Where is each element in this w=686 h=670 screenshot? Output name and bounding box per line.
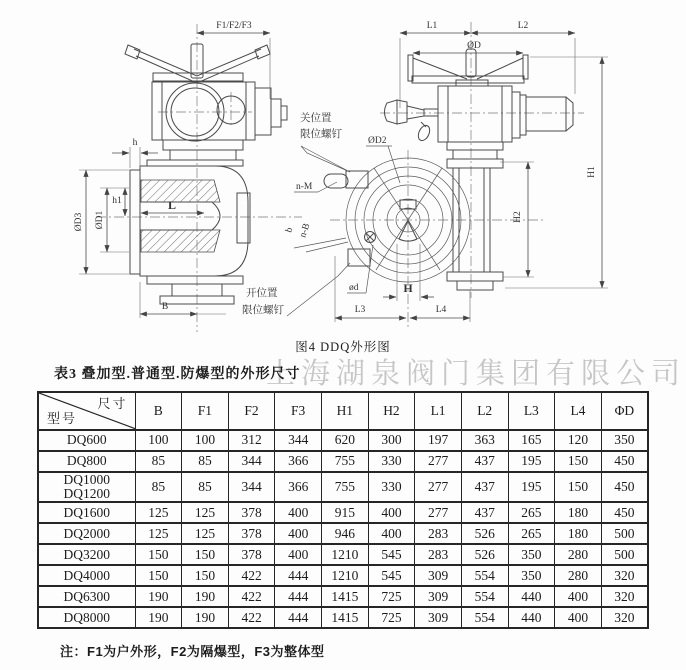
value-cell: 378	[228, 502, 275, 523]
header-row	[38, 392, 648, 430]
table-row-DQ3200	[38, 544, 648, 565]
right-body	[385, 86, 574, 142]
model-name: DQ4000	[63, 567, 110, 583]
dim-phi-d1: ØD1	[95, 210, 105, 230]
model-cell	[38, 451, 135, 472]
model-cell	[38, 586, 135, 607]
dim-phi-D: ØD	[467, 41, 481, 51]
model-cell	[38, 607, 135, 628]
column-header-ΦD: ΦD	[601, 392, 648, 430]
left-handwheel	[125, 44, 270, 83]
value-cell: 125	[135, 502, 182, 523]
value-cell: 444	[275, 607, 322, 628]
value-cell: 125	[182, 502, 229, 523]
value-cell: 309	[415, 586, 462, 607]
dim-h1: h1	[112, 196, 122, 206]
model-cell	[38, 523, 135, 544]
value-cell: 554	[461, 565, 508, 586]
value-cell: 725	[368, 586, 415, 607]
watermark: 上海湖泉阀门集团有限公司	[266, 358, 686, 390]
model-cell	[38, 472, 135, 502]
column-header-L4: L4	[555, 392, 602, 430]
value-cell: 150	[555, 451, 602, 472]
header-corner-cell	[38, 392, 135, 430]
value-cell: 150	[182, 544, 229, 565]
dim-L2: L2	[517, 21, 529, 31]
value-cell: 1415	[322, 586, 369, 607]
value-cell: 1415	[322, 607, 369, 628]
value-cell: 190	[182, 586, 229, 607]
value-cell: 344	[275, 430, 322, 451]
column-header-F2: F2	[228, 392, 275, 430]
value-cell: 150	[135, 565, 182, 586]
value-cell: 309	[415, 565, 462, 586]
value-cell: 350	[508, 544, 555, 565]
value-cell: 1210	[322, 544, 369, 565]
label-phi-D2: ØD2	[368, 136, 387, 146]
value-cell: 400	[275, 523, 322, 544]
value-cell: 440	[508, 607, 555, 628]
column-header-B: B	[135, 392, 182, 430]
value-cell: 725	[368, 607, 415, 628]
column-header-F1: F1	[182, 392, 229, 430]
value-cell: 437	[461, 502, 508, 523]
value-cell: 437	[461, 451, 508, 472]
value-cell: 526	[461, 544, 508, 565]
model-cell	[38, 430, 135, 451]
value-cell: 320	[601, 607, 648, 628]
value-cell: 265	[508, 523, 555, 544]
value-cell: 400	[368, 502, 415, 523]
value-cell: 190	[135, 586, 182, 607]
value-cell: 363	[461, 430, 508, 451]
value-cell: 450	[601, 451, 648, 472]
value-cell: 85	[135, 451, 182, 472]
value-cell: 344	[228, 472, 275, 502]
value-cell: 85	[182, 472, 229, 502]
dim-B: B	[161, 302, 169, 312]
value-cell: 620	[322, 430, 369, 451]
column-header-L3: L3	[508, 392, 555, 430]
table-row-DQ8000	[38, 607, 648, 628]
value-cell: 190	[135, 607, 182, 628]
table-row-DQ6300	[38, 586, 648, 607]
value-cell: 545	[368, 544, 415, 565]
column-header-L2: L2	[461, 392, 508, 430]
left-view	[74, 21, 302, 332]
model-name: DQ6300	[63, 588, 110, 604]
label-n-M: n-M	[296, 182, 313, 192]
value-cell: 378	[228, 544, 275, 565]
value-cell: 150	[182, 565, 229, 586]
value-cell: 125	[135, 523, 182, 544]
column-header-H1: H1	[322, 392, 369, 430]
figure-caption: 图4 DDQ外形图	[295, 340, 391, 354]
left-housing	[130, 140, 250, 304]
value-cell: 265	[508, 502, 555, 523]
value-cell: 366	[275, 472, 322, 502]
value-cell: 309	[415, 607, 462, 628]
label-phi-d: ød	[349, 283, 359, 293]
value-cell: 422	[228, 586, 275, 607]
dim-H1: H1	[587, 166, 597, 178]
model-cell	[38, 544, 135, 565]
dim-L1: L1	[426, 21, 438, 31]
value-cell: 180	[555, 523, 602, 544]
value-cell: 526	[461, 523, 508, 544]
value-cell: 350	[601, 430, 648, 451]
value-cell: 500	[601, 523, 648, 544]
model-name: DQ600	[66, 432, 107, 448]
model-name: DQ1000	[63, 472, 110, 487]
value-cell: 915	[322, 502, 369, 523]
value-cell: 366	[275, 451, 322, 472]
value-cell: 100	[135, 430, 182, 451]
model-name: DQ1200	[63, 486, 110, 502]
table-row-DQ600	[38, 430, 648, 451]
model-name: DQ2000	[63, 525, 110, 541]
value-cell: 150	[135, 544, 182, 565]
table-row-DQ4000	[38, 565, 648, 586]
value-cell: 500	[601, 544, 648, 565]
value-cell: 400	[368, 523, 415, 544]
value-cell: 400	[555, 586, 602, 607]
value-cell: 378	[228, 523, 275, 544]
value-cell: 400	[555, 607, 602, 628]
value-cell: 277	[415, 451, 462, 472]
value-cell: 283	[415, 523, 462, 544]
value-cell: 283	[415, 544, 462, 565]
table-note: 注：F1为户外形，F2为隔爆型，F3为整体型	[60, 644, 325, 659]
label-open-position-screw: 限位螺钉	[242, 305, 284, 316]
dim-L3: L3	[354, 305, 366, 315]
dim-H2: H2	[513, 211, 523, 223]
value-cell: 280	[555, 565, 602, 586]
value-cell: 400	[275, 544, 322, 565]
label-close-position: 关位置	[300, 113, 332, 124]
dim-f1f2f3: F1/F2/F3	[216, 21, 252, 31]
value-cell: 195	[508, 451, 555, 472]
value-cell: 300	[368, 430, 415, 451]
column-header-F3: F3	[275, 392, 322, 430]
value-cell: 120	[555, 430, 602, 451]
value-cell: 444	[275, 565, 322, 586]
header-corner-size: 尺寸	[97, 396, 128, 411]
model-name: DQ800	[66, 453, 107, 469]
table-row-DQ1600	[38, 502, 648, 523]
dim-H: H	[403, 281, 413, 295]
label-close-position-screw: 限位螺钉	[300, 129, 342, 140]
model-name: DQ3200	[63, 546, 110, 562]
value-cell: 100	[182, 430, 229, 451]
value-cell: 450	[601, 502, 648, 523]
header-corner-model: 型号	[47, 411, 78, 427]
value-cell: 277	[415, 472, 462, 502]
value-cell: 320	[601, 565, 648, 586]
value-cell: 440	[508, 586, 555, 607]
model-name: DQ8000	[63, 609, 110, 625]
value-cell: 554	[461, 607, 508, 628]
value-cell: 195	[508, 472, 555, 502]
right-callouts	[242, 112, 400, 316]
value-cell: 400	[275, 502, 322, 523]
right-handwheel	[408, 49, 528, 86]
value-cell: 554	[461, 586, 508, 607]
table-row-DQ1000-DQ1200	[38, 472, 648, 502]
dim-h: h	[132, 138, 138, 148]
value-cell: 280	[555, 544, 602, 565]
value-cell: 946	[322, 523, 369, 544]
table-row-DQ2000	[38, 523, 648, 544]
value-cell: 180	[555, 502, 602, 523]
table-row-DQ800	[38, 451, 648, 472]
value-cell: 444	[275, 586, 322, 607]
dim-L4: L4	[435, 305, 447, 315]
column-header-H2: H2	[368, 392, 415, 430]
value-cell: 197	[415, 430, 462, 451]
model-cell	[38, 565, 135, 586]
value-cell: 755	[322, 472, 369, 502]
value-cell: 450	[601, 472, 648, 502]
value-cell: 320	[601, 586, 648, 607]
right-view	[242, 21, 608, 330]
label-n-B: n-B	[298, 222, 313, 239]
value-cell: 350	[508, 565, 555, 586]
value-cell: 312	[228, 430, 275, 451]
value-cell: 85	[135, 472, 182, 502]
value-cell: 422	[228, 565, 275, 586]
dim-L: L	[167, 198, 177, 212]
value-cell: 165	[508, 430, 555, 451]
value-cell: 755	[322, 451, 369, 472]
right-stand	[447, 142, 503, 290]
value-cell: 85	[182, 451, 229, 472]
label-open-position: 开位置	[246, 288, 278, 299]
left-body	[152, 82, 287, 141]
value-cell: 1210	[322, 565, 369, 586]
column-header-L1: L1	[415, 392, 462, 430]
value-cell: 330	[368, 451, 415, 472]
value-cell: 437	[461, 472, 508, 502]
dim-phi-d3: ØD3	[74, 212, 84, 232]
value-cell: 344	[228, 451, 275, 472]
value-cell: 330	[368, 472, 415, 502]
value-cell: 277	[415, 502, 462, 523]
value-cell: 190	[182, 607, 229, 628]
value-cell: 125	[182, 523, 229, 544]
model-name: DQ1600	[63, 504, 110, 520]
model-cell	[38, 502, 135, 523]
value-cell: 422	[228, 607, 275, 628]
value-cell: 545	[368, 565, 415, 586]
value-cell: 150	[555, 472, 602, 502]
spec-table	[37, 391, 649, 629]
label-b: b	[284, 226, 296, 234]
table-title: 表3 叠加型.普通型.防爆型的外形尺寸	[54, 367, 301, 382]
